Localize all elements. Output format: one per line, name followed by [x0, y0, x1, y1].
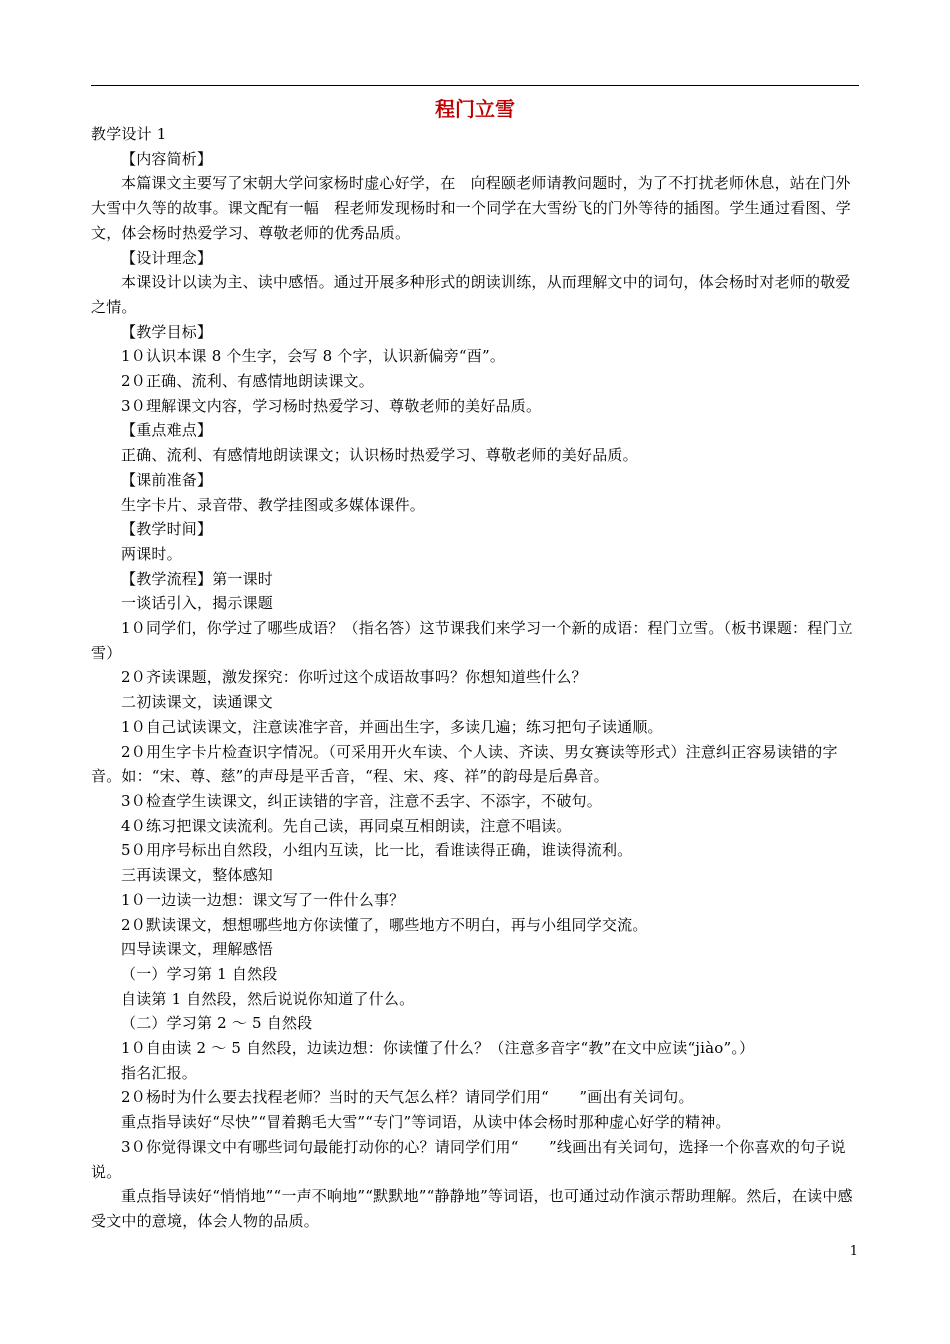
paragraph: 2０默读课文，想想哪些地方你读懂了，哪些地方不明白，再与小组同学交流。	[121, 915, 648, 934]
paragraph: 四导读课文，理解感悟	[121, 940, 274, 959]
paragraph: 3０你觉得课文中有哪些词句最能打动你的心？请同学们用“ ”线画出有关词句，选择一个你喜欢的句子说说。	[91, 1137, 846, 1181]
paragraph: 【内容简析】	[121, 149, 213, 168]
paragraph: 【教学时间】	[121, 520, 213, 539]
paragraph: 【教学流程】第一课时	[121, 569, 274, 588]
paragraph: 重点指导读好“尽快”“冒着鹅毛大雪”“专门”等词语，从读中体会杨时那种虚心好学的精神。	[121, 1113, 731, 1132]
paragraph: 【课前准备】	[121, 470, 213, 489]
paragraph: 本课设计以读为主、读中感悟。通过开展多种形式的朗读训练，从而理解文中的词句，体会杨时对老师的敬爱之情。	[91, 273, 851, 316]
paragraph: 3０理解课文内容，学习杨时热爱学习、尊敬老师的美好品质。	[121, 396, 542, 415]
paragraph: 指名汇报。	[121, 1063, 198, 1082]
paragraph: 本篇课文主要写了宋朝大学问家杨时虚心好学，在 向程颐老师请教问题时，为了不打扰老师休息，站在门外大雪中久等的故事。课文配有一幅 程老师发现杨时和一个同学在大雪纷飞的门外等待的插图。学生通过看图、学文，体会杨时热爱学习、尊敬老师的优秀品质。	[91, 174, 852, 242]
paragraph: 1０认识本课 8 个生字，会写 8 个字，认识新偏旁“酉”。	[121, 347, 506, 366]
paragraph: 1０一边读一边想：课文写了一件什么事？	[121, 890, 405, 909]
paragraph: 一谈话引入，揭示课题	[121, 594, 274, 613]
paragraph: 自读第 1 自然段，然后说说你知道了什么。	[121, 989, 415, 1008]
paragraph: 二初读课文，读通课文	[121, 693, 274, 712]
paragraph: 【教学目标】	[121, 322, 213, 341]
document-title: 程门立雪	[435, 97, 515, 121]
header-rule	[91, 85, 859, 86]
paragraph: 【重点难点】	[121, 421, 213, 440]
paragraph: 两课时。	[121, 544, 182, 563]
page-number: 1	[849, 1244, 858, 1259]
paragraph: 3０检查学生读课文，纠正读错的字音，注意不丢字、不添字，不破句。	[121, 791, 602, 810]
paragraph: 2０正确、流利、有感情地朗读课文。	[121, 372, 374, 391]
paragraph: 三再读课文，整体感知	[121, 866, 274, 885]
paragraph: 1０自由读 2 ～ 5 自然段，边读边想：你读懂了什么？（注意多音字“教”在文中应读“jiào”。）	[121, 1039, 755, 1058]
paragraph: 4０练习把课文读流利。先自己读，再同桌互相朗读，注意不唱读。	[121, 816, 572, 835]
paragraph: 正确、流利、有感情地朗读课文；认识杨时热爱学习、尊敬老师的美好品质。	[121, 446, 638, 465]
paragraph: 2０杨时为什么要去找程老师？当时的天气怎么样？请同学们用“ ”画出有关词句。	[121, 1088, 694, 1107]
paragraph: 5０用序号标出自然段，小组内互读，比一比，看谁读得正确，谁读得流利。	[121, 841, 633, 860]
paragraph: 【设计理念】	[121, 248, 213, 267]
paragraph: 1０同学们，你学过了哪些成语？（指名答）这节课我们来学习一个新的成语：程门立雪。（板书课题：程门立雪）	[91, 619, 853, 662]
paragraph: 生字卡片、录音带、教学挂图或多媒体课件。	[121, 495, 426, 514]
paragraph: 1０自己试读课文，注意读准字音，并画出生字，多读几遍；练习把句子读通顺。	[121, 717, 663, 736]
document-body	[91, 122, 863, 1234]
paragraph: （二）学习第 2 ～ 5 自然段	[121, 1014, 313, 1033]
paragraph: 重点指导读好“悄悄地”“一声不响地”“默默地”“静静地”等词语，也可通过动作演示帮助理解。然后，在读中感受文中的意境，体会人物的品质。	[91, 1187, 853, 1230]
paragraph: 2０用生字卡片检查识字情况。（可采用开火车读、个人读、齐读、男女赛读等形式）注意纠正容易读错的字音。如：“宋、尊、慈”的声母是平舌音，“程、宋、疼、祥”的韵母是后鼻音。	[91, 742, 838, 786]
paragraph: 2０齐读课题，激发探究：你听过这个成语故事吗？你想知道些什么？	[121, 668, 587, 687]
paragraph: 教学设计 1	[91, 125, 167, 143]
paragraph: （一）学习第 1 自然段	[121, 964, 278, 983]
